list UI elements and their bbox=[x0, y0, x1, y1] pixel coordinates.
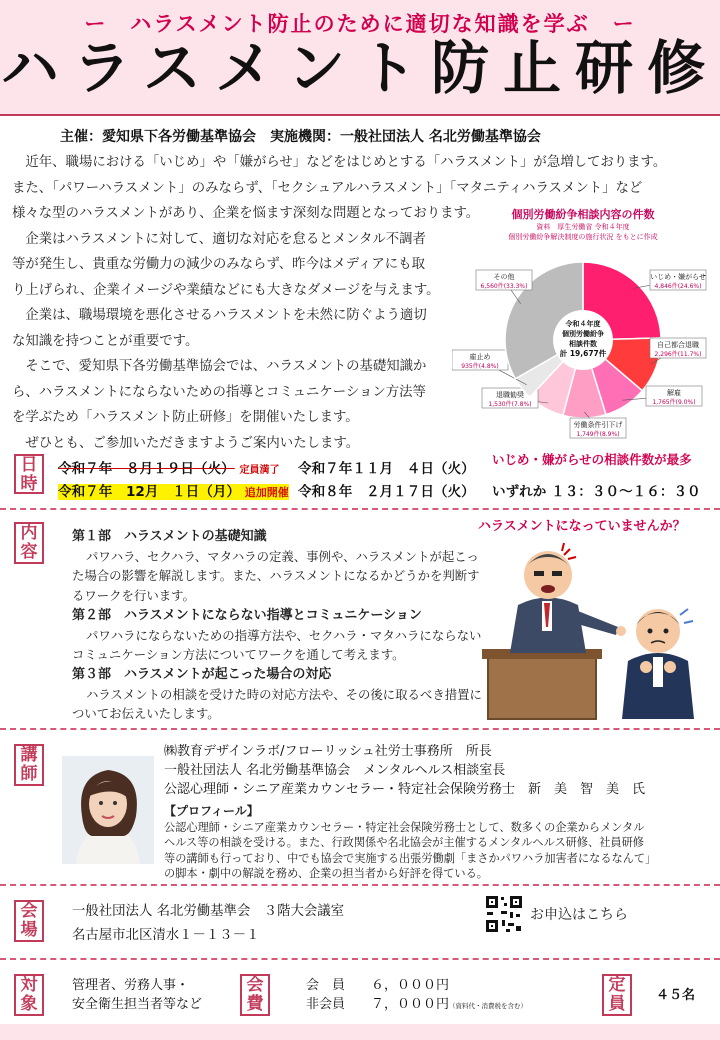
profile-heading: 【プロフィール】 bbox=[164, 804, 259, 818]
harassment-illustration bbox=[478, 535, 714, 725]
target-line: 管理者、労務人事・ bbox=[72, 978, 190, 993]
intro-line: ら、ハラスメントにならないための指導とコミュニケーション方法等 bbox=[12, 384, 426, 400]
chart-source-line: 資料 厚生労働省 令和４年度 bbox=[536, 223, 630, 231]
intro-line: 企業はハラスメントに対して、適切な対応を怠るとメンタル不調者 bbox=[12, 231, 426, 247]
intro-line: な知識を持つことが重要です。 bbox=[12, 333, 199, 349]
apply-link[interactable]: お申込はこちら bbox=[530, 907, 628, 923]
target-tag-label: 対象 bbox=[20, 975, 38, 1014]
pie-label-name: いじめ・嫌がらせ bbox=[650, 273, 706, 281]
lecturer-profile bbox=[164, 804, 656, 882]
part-heading: 第２部 ハラスメントにならない指導とコミュニケーション bbox=[72, 607, 422, 623]
part-body-line: ハラスメントの相談を受けた時の対応方法や、その後に取るべき措置に bbox=[86, 686, 482, 702]
lecturer-line: 一般社団法人 名北労働基準協会 メンタルヘルス相談室長 bbox=[164, 763, 506, 778]
date-full-1: 令和７年 ８月１９日（火） bbox=[58, 461, 235, 477]
venue-tag bbox=[14, 900, 44, 942]
intro-line: 様々な型のハラスメントがあり、企業を悩ます深刻な問題となっております。 bbox=[12, 206, 480, 221]
section-divider bbox=[0, 958, 720, 960]
fee-tag-label: 会費 bbox=[246, 975, 264, 1014]
pie-label-name: 雇止め bbox=[469, 353, 491, 361]
pie-label-value: 4,846件(24.6%) bbox=[654, 283, 702, 290]
venue-info bbox=[72, 900, 344, 948]
lecturer-line: ㈱教育デザインラボ/フローリッシュ社労士事務所 所長 bbox=[164, 744, 492, 759]
capacity-tag-label: 定員 bbox=[608, 975, 626, 1014]
capacity-tag bbox=[602, 974, 632, 1016]
content-tag-label: 内容 bbox=[20, 523, 38, 562]
lecturer-line: 公認心理師・シニア産業カウンセラー・特定社会保険労務士 新 美 智 美 氏 bbox=[164, 782, 646, 797]
header-banner bbox=[0, 0, 720, 116]
fee-member: 会 員 ６，０００円 bbox=[306, 978, 450, 993]
intro-line: を学ぶため「ハラスメント防止研修」を開催いたします。 bbox=[12, 410, 359, 425]
qr-code-icon[interactable] bbox=[484, 894, 524, 934]
full-note: 定員満了 bbox=[239, 465, 280, 476]
pie-label-value: 6,560件(33.3%) bbox=[480, 283, 528, 290]
intro-line: そこで、愛知県下各労働基準協会では、ハラスメントの基礎知識か bbox=[12, 359, 427, 374]
section-divider bbox=[0, 884, 720, 886]
pie-center-text: 相談件数 bbox=[569, 340, 597, 348]
part-body-line: パワハラにならないための指導方法や、セクハラ・マタハラにならない bbox=[86, 627, 482, 643]
venue-address: 名古屋市北区清水１－１３－１ bbox=[72, 928, 260, 943]
chart-callout: いじめ・嫌がらせの相談件数が最多 bbox=[492, 452, 692, 467]
organizer-line: 主催：愛知県下各労働基準協会 実施機関：一般社団法人 名北労働基準協会 bbox=[60, 129, 541, 145]
pie-label-value: 2,296件(11.7%) bbox=[654, 351, 702, 358]
header-subtitle: ー ハラスメント防止のために適切な知識を学ぶ ー bbox=[84, 12, 636, 36]
section-divider bbox=[0, 728, 720, 730]
fee-note: （資料代・消費税を含む） bbox=[449, 1002, 528, 1010]
fee-nonmember: 非会員 ７，０００円 bbox=[306, 997, 450, 1012]
fee-info bbox=[306, 976, 527, 1016]
lecturer-info bbox=[164, 742, 645, 799]
intro-line: 等が発生し、貴重な労働力の減少のみならず、昨今はメディアにも取 bbox=[12, 257, 425, 272]
profile-line: ヘルス等の相談を受ける。また、行政関係や名北協会が主催するメンタルヘルス研修、社員研修 bbox=[164, 836, 644, 849]
pie-label-name: 労働条件引下げ bbox=[573, 421, 623, 429]
pie-label-name: 自己都合退職 bbox=[657, 341, 699, 349]
schedule-tag-label: 日時 bbox=[20, 455, 38, 494]
pie-center-text: 個別労働紛争 bbox=[562, 330, 604, 338]
lecturer-tag-label: 講師 bbox=[20, 745, 38, 784]
consultation-pie-chart bbox=[452, 200, 714, 448]
schedule-tag bbox=[14, 454, 44, 494]
pie-label-value: 1,765件(9.0%) bbox=[652, 399, 696, 406]
chart-source-line: 個別労働紛争解決制度の施行状況 をもとに作成 bbox=[508, 233, 658, 241]
added-note: 追加開催 bbox=[244, 486, 289, 499]
profile-line: の脚本・劇中の解説を務め、企業の担当者から好評を得ている。 bbox=[164, 867, 488, 880]
part-body-line: コミュニケーション方法についてワークを通して考えます。 bbox=[72, 647, 405, 663]
pie-label-value: 1,530件(7.8%) bbox=[488, 401, 532, 408]
part-body-line: るワークを行います。 bbox=[72, 588, 195, 604]
intro-line: ぜひとも、ご参加いただきますようご案内いたします。 bbox=[12, 435, 360, 451]
schedule-row-1 bbox=[58, 457, 279, 477]
section-divider bbox=[0, 508, 720, 510]
lecturer-tag bbox=[14, 744, 44, 786]
pie-label-name: 退職勧奨 bbox=[496, 391, 524, 399]
time-range: いずれか １３：３０～１６：３０ bbox=[492, 484, 701, 500]
footer-band bbox=[0, 1024, 720, 1040]
part-body-line: ついてお伝えいたします。 bbox=[72, 706, 220, 722]
profile-line: 公認心理師・シニア産業カウンセラー・特定社会保険労務士として、数多くの企業からメンタル bbox=[164, 820, 645, 834]
part-body-line: た場合の影響を解説します。また、ハラスメントになるかどうかを判断す bbox=[72, 568, 480, 584]
pie-label-name: 解雇 bbox=[667, 389, 681, 397]
venue-name: 一般社団法人 名北労働基準会 ３階大会議室 bbox=[72, 904, 345, 919]
target-line: 安全衛生担当者等など bbox=[72, 997, 203, 1012]
date-added bbox=[58, 484, 289, 500]
pie-label-value: 935件(4.8%) bbox=[461, 363, 499, 370]
schedule-row-2 bbox=[58, 480, 289, 500]
profile-line: 等の講師も行っており、中でも協会で実施する出張労働劇「まさかパワハラ加害者になるなんて」 bbox=[164, 851, 657, 865]
target-tag bbox=[14, 974, 44, 1016]
pie-label-value: 1,749件(8.9%) bbox=[576, 431, 620, 438]
question-callout: ハラスメントになっていませんか？ bbox=[478, 519, 686, 534]
chart-title: 個別労働紛争相談内容の件数 bbox=[511, 208, 655, 221]
part-heading: 第３部 ハラスメントが起こった場合の対応 bbox=[72, 666, 332, 682]
content-tag bbox=[14, 522, 44, 564]
fee-nonmember-row bbox=[306, 995, 527, 1016]
part-body-line: パワハラ、セクハラ、マタハラの定義、事例や、ハラスメントが起こっ bbox=[86, 548, 479, 564]
lecturer-photo bbox=[62, 756, 154, 864]
intro-line: また、「パワーハラスメント」のみならず、「セクシュアルハラスメント」「マタニティハラスメント」など bbox=[12, 180, 643, 196]
pie-center-text: 令和４年度 bbox=[565, 320, 601, 328]
target-info bbox=[72, 976, 202, 1014]
fee-tag bbox=[240, 974, 270, 1016]
pie-center-text: 計 19,677件 bbox=[559, 349, 607, 358]
pie-chart-svg bbox=[452, 200, 714, 448]
venue-tag-label: 会場 bbox=[20, 901, 38, 940]
date-added-text: 令和７年 12月 １日（月） bbox=[58, 484, 241, 500]
date-4: 令和８年 ２月１７日（火） bbox=[298, 484, 475, 500]
page-title: ハラスメント防止研修 bbox=[0, 34, 720, 102]
date-2: 令和７年１１月 ４日（火） bbox=[298, 461, 475, 477]
intro-line: 企業は、職場環境を悪化させるハラスメントを未然に防ぐよう適切 bbox=[12, 308, 427, 323]
intro-line: り上げられ、企業イメージや業績などにも大きなダメージを与えます。 bbox=[12, 282, 440, 298]
part-heading: 第１部 ハラスメントの基礎知識 bbox=[72, 529, 267, 544]
capacity-value: ４５名 bbox=[656, 988, 696, 1003]
content-parts bbox=[72, 527, 482, 724]
pie-label-name: その他 bbox=[493, 273, 515, 281]
intro-line: 近年、職場における「いじめ」や「嫌がらせ」などをはじめとする「ハラスメント」が急増しております。 bbox=[12, 155, 667, 170]
